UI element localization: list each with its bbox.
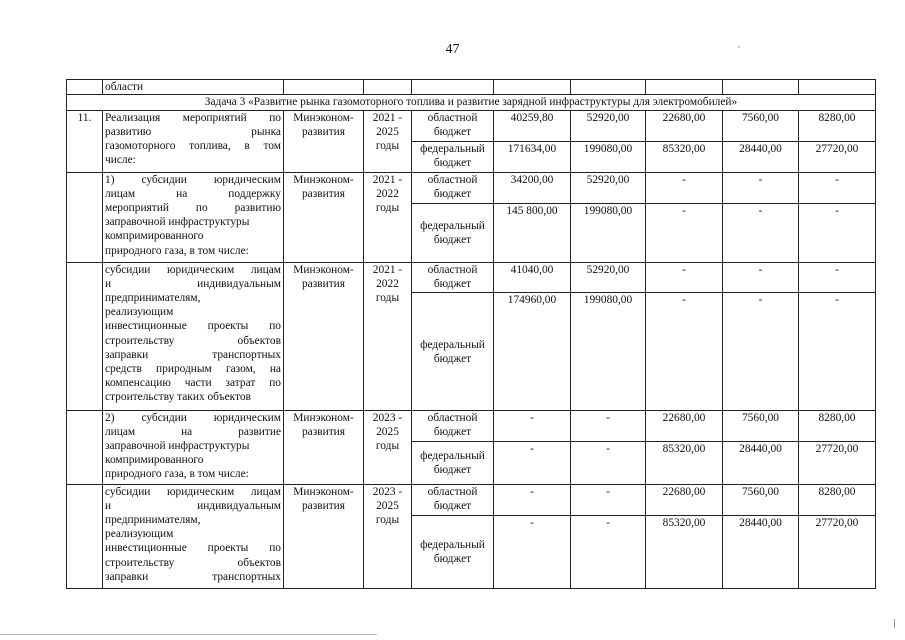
funding-source-line: областной <box>427 112 478 125</box>
years-line: годы <box>375 440 400 453</box>
executor-line: Минэконом- <box>293 486 354 499</box>
program-cell <box>103 411 284 485</box>
funding-source-cell <box>412 142 494 173</box>
executor-line: Минэконом- <box>293 264 354 277</box>
years-line: 2023 - <box>372 412 403 425</box>
funding-source-line: федеральный <box>420 143 485 156</box>
value-cell: 22680,00 <box>646 411 723 442</box>
value-cell: - <box>646 263 723 293</box>
table-row <box>67 411 876 442</box>
program-line: предпринимателям, <box>105 514 201 527</box>
empty-cell <box>364 80 412 95</box>
value-cell: 174960,00 <box>494 293 571 411</box>
empty-cell <box>412 80 494 95</box>
program-line: мероприятий по развитию <box>105 202 281 215</box>
funding-source-line: федеральный <box>420 220 485 232</box>
value-cell: 7560,00 <box>723 411 799 442</box>
years-line: 2023 - <box>372 486 403 499</box>
funding-source-line: бюджет <box>433 278 472 291</box>
years-line: годы <box>375 202 400 215</box>
program-line: строительству таких объектов <box>105 390 251 403</box>
program-line: субсидии юридическим лицам <box>105 486 281 499</box>
program-line: заправки транспортных <box>105 348 281 361</box>
program-line: компенсацию части затрат по <box>105 376 281 389</box>
empty-cell <box>646 80 723 95</box>
executor-line: Минэконом- <box>293 112 354 125</box>
program-line: числе: <box>105 154 136 167</box>
executor-cell <box>284 411 364 485</box>
program-line: субсидии юридическим лицам <box>105 264 281 277</box>
funding-source-line: бюджет <box>433 426 472 439</box>
value-cell: - <box>723 173 799 204</box>
value-cell: - <box>723 293 799 411</box>
years-line: 2025 <box>376 426 399 439</box>
empty-cell <box>67 485 103 589</box>
value-cell: 145 800,00 <box>494 204 571 263</box>
funding-source-line: областной <box>427 264 478 277</box>
executor-line: развития <box>301 126 346 139</box>
program-line: природного газа, в том числе: <box>105 244 249 257</box>
program-line: инвестиционные проекты по <box>105 320 281 333</box>
program-line: газомоторного топлива, в том <box>105 140 281 153</box>
program-line: реализующим <box>105 306 174 319</box>
empty-cell <box>494 80 571 95</box>
page-number: 47 <box>445 42 460 57</box>
value-cell: 52920,00 <box>571 173 646 204</box>
value-cell: - <box>646 293 723 411</box>
funding-source-line: бюджет <box>433 234 472 247</box>
years-cell <box>364 485 412 589</box>
value-cell: 7560,00 <box>723 485 799 516</box>
value-cell: 27720,00 <box>799 516 876 589</box>
funding-source-cell <box>412 173 494 204</box>
funding-source-cell <box>412 204 494 263</box>
program-line: компримированного <box>105 454 204 467</box>
value-cell: - <box>494 485 571 516</box>
funding-source-line: бюджет <box>433 188 472 201</box>
funding-source-line: бюджет <box>433 126 472 139</box>
program-cell <box>103 173 284 263</box>
value-cell: - <box>571 411 646 442</box>
empty-cell <box>571 80 646 95</box>
value-cell: 52920,00 <box>571 111 646 142</box>
program-cell <box>103 485 284 589</box>
executor-cell <box>284 111 364 173</box>
executor-line: Минэконом- <box>293 412 354 425</box>
years-line: 2025 <box>376 126 399 139</box>
value-cell: - <box>494 411 571 442</box>
value-cell: 199080,00 <box>571 293 646 411</box>
value-cell: 85320,00 <box>646 516 723 589</box>
empty-cell <box>67 411 103 485</box>
empty-cell <box>67 173 103 263</box>
years-line: годы <box>375 292 400 305</box>
value-cell: - <box>571 485 646 516</box>
continuation-row <box>67 80 876 95</box>
value-cell: 199080,00 <box>571 204 646 263</box>
task-heading-row <box>67 95 876 111</box>
table-row <box>67 485 876 516</box>
value-cell: - <box>799 204 876 263</box>
value-cell: 8280,00 <box>799 411 876 442</box>
empty-cell <box>67 80 103 95</box>
value-cell: - <box>723 204 799 263</box>
executor-cell <box>284 173 364 263</box>
value-cell: - <box>799 293 876 411</box>
program-line: заправки транспортных <box>105 570 281 583</box>
value-cell: - <box>571 442 646 485</box>
value-cell: 28440,00 <box>723 516 799 589</box>
funding-source-line: областной <box>427 412 478 425</box>
years-line: 2022 <box>376 278 399 291</box>
funding-source-cell <box>412 485 494 516</box>
years-line: 2021 - <box>372 174 403 187</box>
value-cell: - <box>571 516 646 589</box>
empty-cell <box>723 80 799 95</box>
program-line: Реализация мероприятий по <box>105 112 281 125</box>
program-line: заправочной инфраструктуры <box>105 440 250 453</box>
program-line: 1) субсидии юридическим <box>105 174 281 187</box>
years-line: 2022 <box>376 188 399 201</box>
funding-source-cell <box>412 411 494 442</box>
funding-source-cell <box>412 111 494 142</box>
value-cell: - <box>494 516 571 589</box>
program-cell <box>103 111 284 173</box>
years-line: 2025 <box>376 500 399 513</box>
program-line: реализующим <box>105 528 174 541</box>
years-cell <box>364 411 412 485</box>
funding-source-cell <box>412 293 494 411</box>
program-line: и индивидуальным <box>105 278 281 291</box>
empty-cell <box>67 263 103 411</box>
value-cell: - <box>799 173 876 204</box>
table-row <box>67 173 876 204</box>
funding-source-line: областной <box>427 174 478 187</box>
value-cell: - <box>799 263 876 293</box>
row-number: 11. <box>67 111 103 173</box>
scan-edge-mark <box>894 619 895 628</box>
task-heading: Задача 3 «Развитие рынка газомоторного топлива и развитие зарядной инфраструктуры для электромобилей» <box>67 95 876 111</box>
executor-line: развития <box>301 500 346 513</box>
footer-rule <box>0 634 377 635</box>
continuation-text: области <box>103 80 284 95</box>
program-line: строительству объектов <box>105 556 281 569</box>
value-cell: - <box>723 263 799 293</box>
program-line: компримированного <box>105 230 204 243</box>
value-cell: 199080,00 <box>571 142 646 173</box>
program-line: 2) субсидии юридическим <box>105 412 281 425</box>
executor-line: Минэконом- <box>293 174 354 187</box>
value-cell: 8280,00 <box>799 485 876 516</box>
program-line: заправочной инфраструктуры <box>105 216 250 229</box>
executor-cell <box>284 485 364 589</box>
years-line: годы <box>375 140 400 153</box>
value-cell: 85320,00 <box>646 142 723 173</box>
funding-source-line: бюджет <box>433 352 472 365</box>
funding-source-line: федеральный <box>420 338 485 351</box>
funding-source-line: бюджет <box>433 157 472 170</box>
value-cell: 28440,00 <box>723 142 799 173</box>
empty-cell <box>799 80 876 95</box>
funding-source-line: федеральный <box>420 539 485 551</box>
table-row <box>67 111 876 142</box>
executor-line: развития <box>301 426 346 439</box>
funding-source-cell <box>412 516 494 589</box>
value-cell: 27720,00 <box>799 442 876 485</box>
table-row <box>67 263 876 293</box>
years-cell <box>364 111 412 173</box>
years-line: 2021 - <box>372 112 403 125</box>
executor-line: развития <box>301 278 346 291</box>
program-line: развитию рынка <box>105 126 281 139</box>
funding-source-line: областной <box>427 486 478 499</box>
years-cell <box>364 173 412 263</box>
funding-source-line: бюджет <box>433 500 472 513</box>
executor-cell <box>284 263 364 411</box>
program-line: строительству объектов <box>105 334 281 347</box>
program-line: предпринимателям, <box>105 292 201 305</box>
years-cell <box>364 263 412 411</box>
program-line: средств природным газом, на <box>105 362 281 375</box>
value-cell: 41040,00 <box>494 263 571 293</box>
value-cell: 34200,00 <box>494 173 571 204</box>
value-cell: 22680,00 <box>646 111 723 142</box>
program-line: лицам на развитие <box>105 426 281 439</box>
value-cell: 28440,00 <box>723 442 799 485</box>
funding-source-cell <box>412 263 494 293</box>
funding-source-cell <box>412 442 494 485</box>
value-cell: - <box>494 442 571 485</box>
program-line: лицам на поддержку <box>105 188 281 201</box>
value-cell: 40259,80 <box>494 111 571 142</box>
program-cell <box>103 263 284 411</box>
value-cell: 8280,00 <box>799 111 876 142</box>
years-line: годы <box>375 514 400 527</box>
empty-cell <box>284 80 364 95</box>
funding-source-line: бюджет <box>433 553 472 566</box>
program-line: природного газа, в том числе: <box>105 468 249 481</box>
scan-speck <box>738 46 740 48</box>
program-table <box>66 79 876 589</box>
value-cell: 85320,00 <box>646 442 723 485</box>
value-cell: - <box>646 173 723 204</box>
program-line: и индивидуальным <box>105 500 281 513</box>
value-cell: 171634,00 <box>494 142 571 173</box>
value-cell: 7560,00 <box>723 111 799 142</box>
years-line: 2021 - <box>372 264 403 277</box>
executor-line: развития <box>301 188 346 201</box>
value-cell: 52920,00 <box>571 263 646 293</box>
value-cell: - <box>646 204 723 263</box>
program-line: инвестиционные проекты по <box>105 542 281 555</box>
value-cell: 27720,00 <box>799 142 876 173</box>
value-cell: 22680,00 <box>646 485 723 516</box>
funding-source-line: федеральный <box>420 450 485 462</box>
funding-source-line: бюджет <box>433 464 472 477</box>
